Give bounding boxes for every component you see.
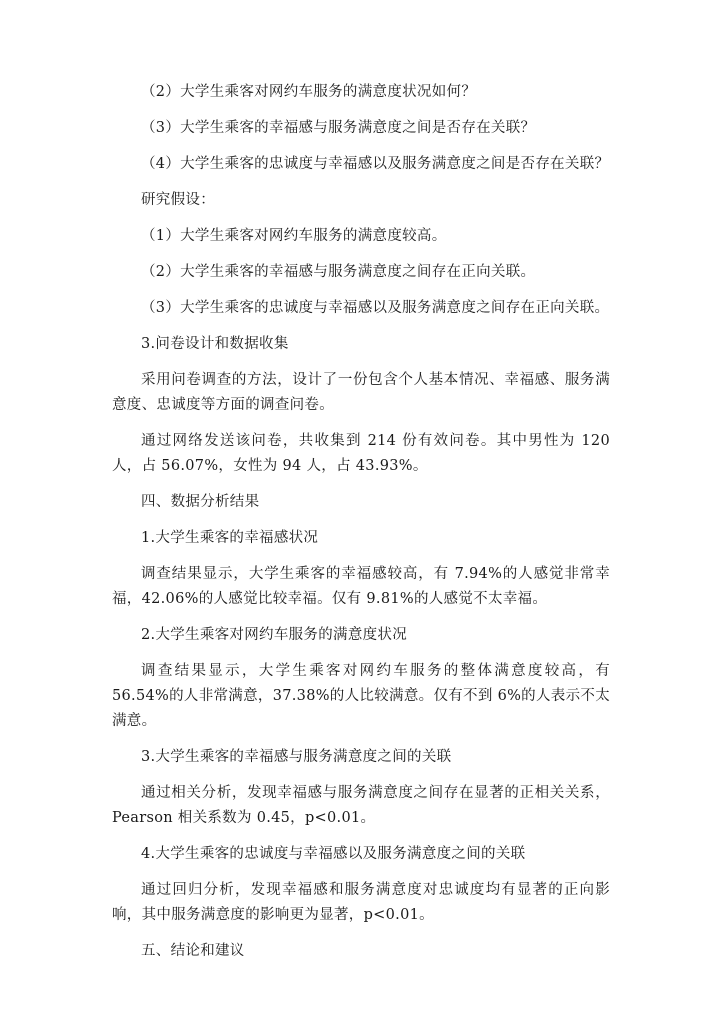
research-question-4: （4）大学生乘客的忠诚度与幸福感以及服务满意度之间是否存在关联？ — [141, 156, 610, 172]
subheading-correlation: 3.大学生乘客的幸福感与服务满意度之间的关联 — [141, 749, 452, 765]
document-page — [112, 80, 610, 975]
hypothesis-2: （2）大学生乘客的幸福感与服务满意度之间存在正向关联。 — [141, 264, 536, 280]
hypothesis-1: （1）大学生乘客对网约车服务的满意度较高。 — [141, 228, 447, 244]
happiness-results-paragraph: 调查结果显示，大学生乘客的幸福感较高，有 7.94%的人感觉非常幸福，42.06%的人感觉比较幸福。仅有 9.81%的人感觉不太幸福。 — [112, 566, 610, 607]
section-heading-conclusion: 五、结论和建议 — [141, 943, 245, 959]
research-question-2: （2）大学生乘客对网约车服务的满意度状况如何？ — [141, 84, 477, 100]
section-heading-questionnaire: 3.问卷设计和数据收集 — [141, 336, 289, 352]
regression-results-paragraph: 通过回归分析，发现幸福感和服务满意度对忠诚度均有显著的正向影响，其中服务满意度的影响更为显著，p<0.01。 — [112, 882, 610, 923]
data-collection-paragraph: 通过网络发送该问卷，共收集到 214 份有效问卷。其中男性为 120 人，占 56.07%，女性为 94 人，占 43.93%。 — [112, 433, 610, 474]
hypothesis-3: （3）大学生乘客的忠诚度与幸福感以及服务满意度之间存在正向关联。 — [141, 300, 610, 316]
subheading-loyalty: 4.大学生乘客的忠诚度与幸福感以及服务满意度之间的关联 — [141, 846, 526, 862]
subheading-happiness: 1.大学生乘客的幸福感状况 — [141, 530, 319, 546]
questionnaire-method-paragraph: 采用问卷调查的方法，设计了一份包含个人基本情况、幸福感、服务满意度、忠诚度等方面的调查问卷。 — [112, 372, 610, 413]
subheading-satisfaction: 2.大学生乘客对网约车服务的满意度状况 — [141, 627, 408, 643]
correlation-results-paragraph: 通过相关分析，发现幸福感与服务满意度之间存在显著的正相关关系，Pearson 相关系数为 0.45，p<0.01。 — [112, 785, 610, 826]
section-heading-analysis: 四、数据分析结果 — [141, 494, 260, 510]
hypotheses-heading: 研究假设： — [141, 192, 215, 208]
satisfaction-results-paragraph: 调查结果显示，大学生乘客对网约车服务的整体满意度较高，有 56.54%的人非常满意，37.38%的人比较满意。仅有不到 6%的人表示不太满意。 — [112, 663, 610, 729]
research-question-3: （3）大学生乘客的幸福感与服务满意度之间是否存在关联？ — [141, 120, 536, 136]
